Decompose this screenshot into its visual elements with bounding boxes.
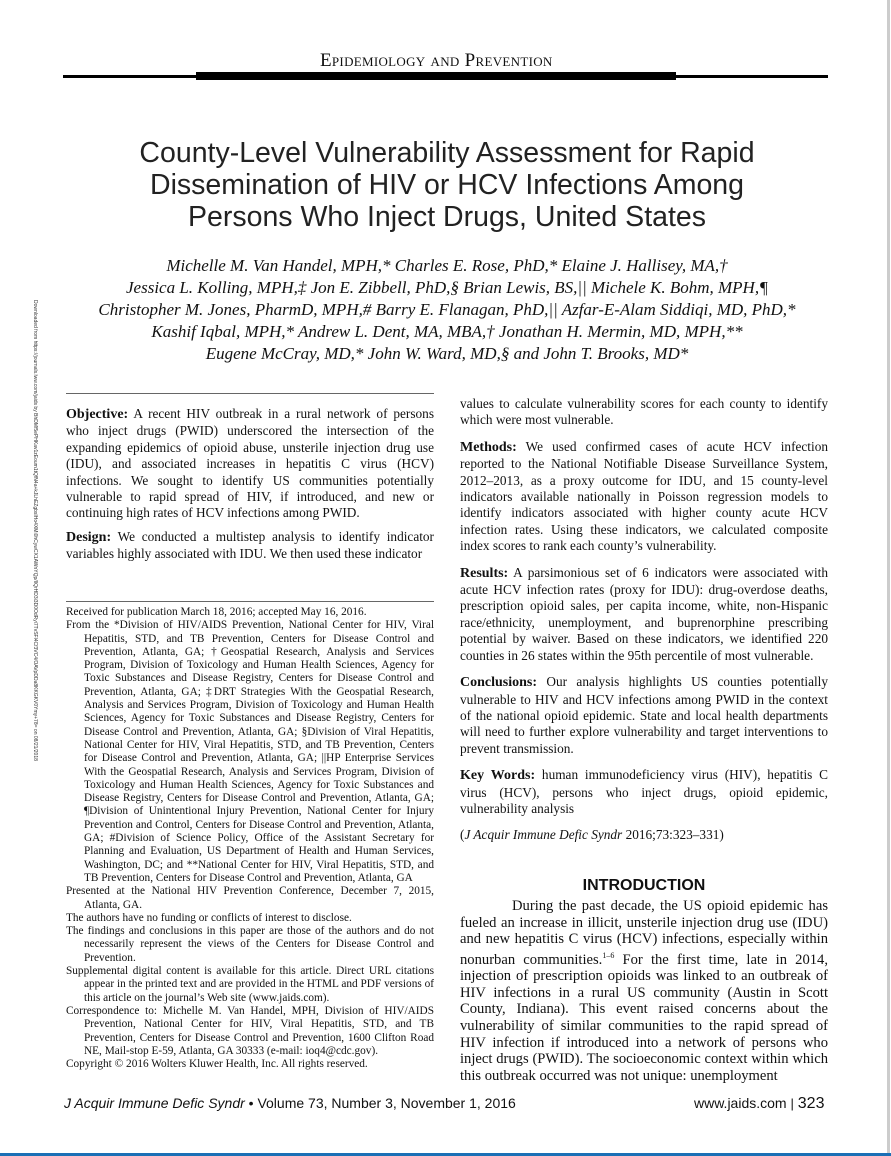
header-rule	[63, 75, 197, 78]
footnote: Presented at the National HIV Prevention Conference, December 7, 2015, Atlanta, GA.	[66, 885, 434, 911]
footnote: Correspondence to: Michelle M. Van Handel, MPH, Division of HIV/AIDS Prevention, National Center for HIV, Viral Hepatitis, STD, and TB Prevention, Centers for Disease Control and Prevention, 1600 Clifton Road NE, Mail-stop E-59, Atlanta, GA 30333 (e-mail: ioq4@cdc.gov).	[66, 1004, 434, 1057]
author-line: Jessica L. Kolling, MPH,‡ Jon E. Zibbell, PhD,§ Brian Lewis, BS,|| Michele K. Bohm, MPH,¶	[126, 278, 768, 297]
abstract-rule	[66, 393, 434, 394]
author-list	[60, 255, 834, 365]
page-edge	[887, 0, 890, 1156]
footnotes	[66, 606, 434, 1071]
abstract-left	[66, 406, 434, 570]
introduction-text: During the past decade, the US opioid epidemic has fueled an increase in illicit, unsterile injection drug use (IDU) and new hepatitis C virus (HCV) infections, especially within nonurban communities.$^{1-6}$ For the first time, late in 2014, injection of prescription opioids was linked to an outbreak of HIV infections in a rural US community (Austin in Scott County, Indiana). This event raised concerns about the vulnerability of similar communities to the rapid spread of HIV infection if introduced into a network of persons who inject drugs (PWID). The socioeconomic context within which this outbreak occurred was not unique: unemployment	[460, 898, 828, 1084]
abstract-objective: Objective: A recent HIV outbreak in a rural network of persons who inject drugs (PWID) underscored the intersection of the expanding epidemics of opioid abuse, unsterile injection drug use (IDU), and associated increases in hepatitis C virus (HCV) infections. We sought to identify US communities potentially vulnerable to rapid spread of HIV, if introduced, and new or continuing high rates of HCV infections among PWID.	[66, 406, 435, 521]
download-watermark: Downloaded from https://journals.lww.com/jaids by BhDMf5ePHKav1zEoum1tQfN4a+kJLhEZgbsIHo4XMi0hCywCX1AWnYQp/IlQrHD3i3D0OdRyi7TvSFl4Cf3VC4/OAVpDDa8KKGKV0Ymy+78= on 08/21/2018	[32, 300, 38, 761]
reference[interactable]: 1–6	[602, 950, 615, 960]
footnote: From the *Division of HIV/AIDS Prevention, National Center for HIV, Viral Hepatitis, STD, and TB Prevention, Centers for Disease Control and Prevention, Atlanta, GA; †Geospatial Research, Analysis and Services Program, Division of Toxicology and Human Health Sciences, Agency for Toxic Substances and Disease Registry, Centers for Disease Control and Prevention, Atlanta, GA; ‡DRT Strategies With the Geospatial Research, Analysis and Services Program, Division of Toxicology and Human Health Sciences, Agency for Toxic Substances and Disease Registry, Centers for Disease Control and Prevention, Atlanta, GA; §Division of Viral Hepatitis, National Center for HIV, Viral Hepatitis, STD, and TB Prevention, Centers for Disease Control and Prevention, Atlanta, GA; ||HP Enterprise Services With the Geospatial Research, Analysis and Services Program, Division of Toxicology and Human Health Sciences, Agency for Toxic Substances and Disease Registry, Centers for Disease Control and Prevention, Atlanta, GA; ¶Division of Unintentional Injury Prevention, National Center for Injury Prevention and Control, Centers for Disease Control and Prevention, Atlanta, GA; #Division of Science Policy, Office of the Assistant Secretary for Planning and Evaluation, US Department of Health and Human Services, Washington, DC; and **National Center for HIV, Viral Hepatitis, STD, and TB Prevention, Centers for Disease Control and Prevention, Atlanta, GA	[66, 619, 434, 884]
citation: (J Acquir Immune Defic Syndr 2016;73:323–331)	[460, 827, 724, 843]
abstract-results: Results: A parsimonious set of 6 indicators were associated with acute HCV infection rates (proxy for IDU): drug-overdose deaths, prescription opioid sales, per capita income, white, non-Hispanic race/ethnicity, unemployment, and buprenorphine prescribing potential by waiver. Based on these indicators, we identified 220 counties in 26 states within the 95th percentile of most vulnerable.	[460, 564, 828, 663]
abstract-design-cont: values to calculate vulnerability scores for each county to identify which were most vulnerable.	[460, 396, 828, 428]
introduction-heading: INTRODUCTION	[582, 877, 706, 894]
journal-url[interactable]: www.jaids.com	[694, 1095, 787, 1111]
author-line: Michelle M. Van Handel, MPH,* Charles E. Rose, PhD,* Elaine J. Hallisey, MA,†	[166, 256, 728, 275]
abstract-right	[460, 396, 828, 851]
abstract-methods: Methods: We used confirmed cases of acute HCV infection reported to the National Notifiable Disease Surveillance System, 2012–2013, as a proxy outcome for IDU, and 15 county-level indicators available nationally in Poisson regression models to identify indicators associated with higher county acute HCV infection rates. Using these indicators, we calculated composite index scores to rank each county’s vulnerability.	[460, 438, 828, 554]
abstract-conclusions: Conclusions: Our analysis highlights US counties potentially vulnerable to HIV and HCV infections among PWID in the context of the national opioid epidemic. State and local health departments will need to further explore vulnerability and target interventions to prevent transmission.	[460, 674, 829, 756]
section-header: Epidemiology and Prevention	[320, 50, 553, 71]
abstract-keywords: Key Words: human immunodeficiency virus (HIV), hepatitis C virus (HCV), persons who inject drugs, opioid epidemic, vulnerability analysis	[460, 767, 828, 816]
footnote: The findings and conclusions in this paper are those of the authors and do not necessarily represent the views of the Centers for Disease Control and Prevention.	[66, 925, 434, 964]
footnote: The authors have no funding or conflicts of interest to disclose.	[66, 911, 352, 924]
header-rule	[676, 75, 828, 78]
footnote: Supplemental digital content is available for this article. Direct URL citations appear in the printed text and are provided in the HTML and PDF versions of this article on the journal’s Web site (www.jaids.com).	[66, 965, 434, 1004]
footer-page: www.jaids.com | 323	[694, 1095, 825, 1112]
author-line: Kashif Iqbal, MPH,* Andrew L. Dent, MA, MBA,† Jonathan H. Mermin, MD, MPH,**	[151, 322, 743, 341]
author-line: Eugene McCray, MD,* John W. Ward, MD,§ and John T. Brooks, MD*	[205, 344, 689, 363]
author-line: Christopher M. Jones, PharmD, MPH,# Barry E. Flanagan, PhD,|| Azfar-E-Alam Siddiqi, MD, PhD,*	[98, 300, 796, 319]
footnote: Copyright © 2016 Wolters Kluwer Health, Inc. All rights reserved.	[66, 1058, 368, 1071]
page-number: 323	[797, 1095, 825, 1112]
header-rule	[196, 72, 676, 80]
abstract-design: Design: We conducted a multistep analysis to identify indicator variables highly associated with IDU. We then used these indicator	[66, 528, 434, 562]
footer-journal: J Acquir Immune Defic Syndr • Volume 73, Number 3, November 1, 2016	[64, 1095, 516, 1111]
footnote-rule	[66, 601, 434, 602]
footnote: Received for publication March 18, 2016; accepted May 16, 2016.	[66, 606, 367, 618]
article-title: County-Level Vulnerability Assessment for Rapid Dissemination of HIV or HCV Infections Among Persons Who Inject Drugs, United States	[139, 137, 755, 233]
